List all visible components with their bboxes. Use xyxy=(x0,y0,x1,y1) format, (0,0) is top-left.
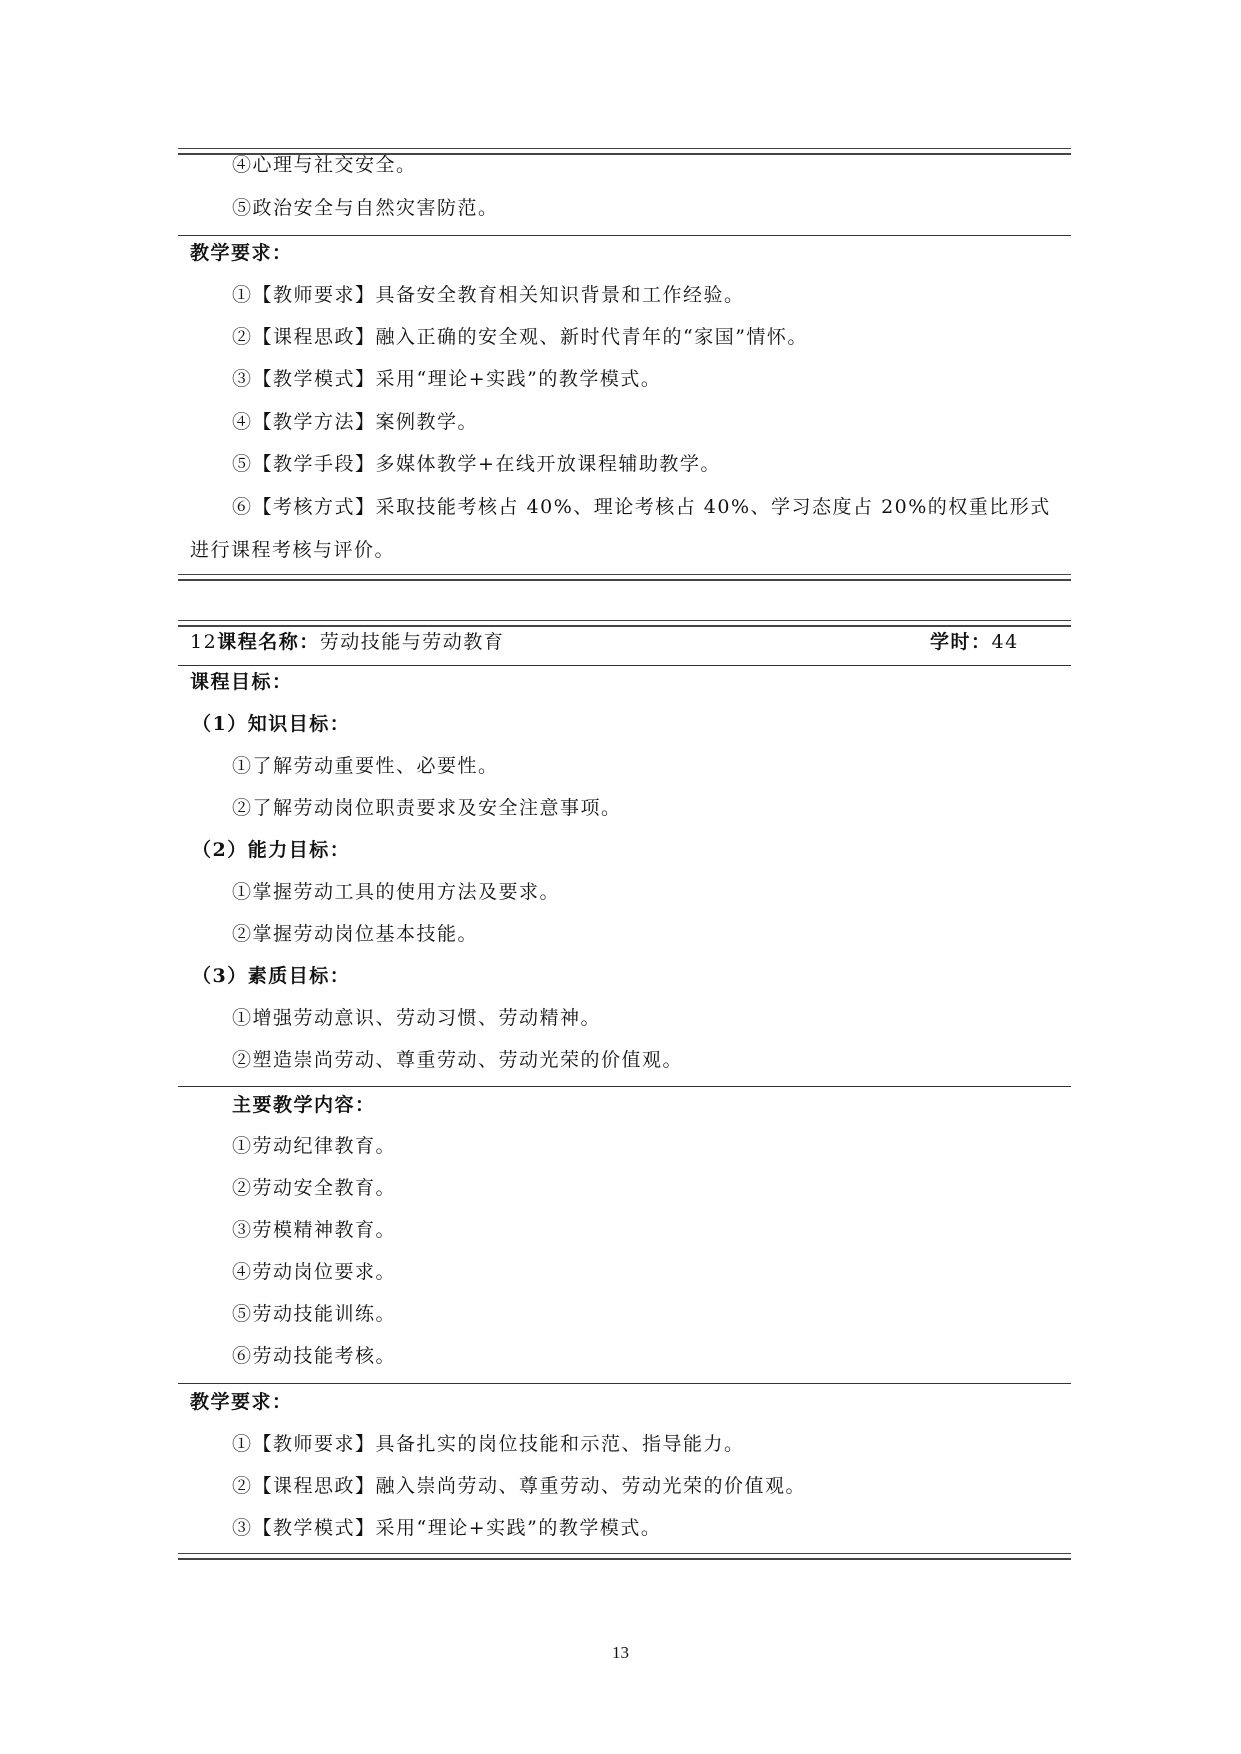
table-bottom-border xyxy=(178,574,1071,581)
objectives-heading: 课程目标： xyxy=(190,671,293,693)
quality-item: ①增强劳动意识、劳动习惯、劳动精神。 xyxy=(232,1007,602,1029)
page-number: 13 xyxy=(612,1643,629,1662)
requirement-item: ①【教师要求】具备扎实的岗位技能和示范、指导能力。 xyxy=(232,1433,745,1455)
content-item: ④劳动岗位要求。 xyxy=(232,1261,397,1283)
table-top-border xyxy=(178,620,1071,627)
content-item: ⑤政治安全与自然灾害防范。 xyxy=(232,197,499,219)
ability-item: ①掌握劳动工具的使用方法及要求。 xyxy=(232,881,561,903)
requirements-heading: 教学要求： xyxy=(190,1391,293,1413)
knowledge-item: ①了解劳动重要性、必要性。 xyxy=(232,755,499,777)
requirements-heading: 教学要求： xyxy=(190,242,293,264)
course-hours-value: 44 xyxy=(991,631,1019,653)
section-divider xyxy=(178,665,1071,666)
course-hours-label: 学时： xyxy=(930,631,992,653)
course-name-value: 劳动技能与劳动教育 xyxy=(319,631,505,653)
requirement-item: ④【教学方法】案例教学。 xyxy=(232,411,479,433)
knowledge-item: ②了解劳动岗位职责要求及安全注意事项。 xyxy=(232,797,622,819)
ability-item: ②掌握劳动岗位基本技能。 xyxy=(232,923,479,945)
requirement-item: ③【教学模式】采用“理论+实践”的教学模式。 xyxy=(232,1517,662,1539)
course-name-label: 课程名称： xyxy=(217,631,320,653)
requirement-item: ③【教学模式】采用“理论+实践”的教学模式。 xyxy=(232,368,662,390)
section-divider xyxy=(178,1383,1071,1384)
content-item: ④心理与社交安全。 xyxy=(232,154,417,176)
course-number: 12 xyxy=(190,631,218,653)
section-divider xyxy=(178,1086,1071,1087)
knowledge-heading: （1）知识目标： xyxy=(192,713,351,735)
requirement-item: ②【课程思政】融入崇尚劳动、尊重劳动、劳动光荣的价值观。 xyxy=(232,1475,807,1497)
course-title-row xyxy=(190,630,504,654)
content-item: ②劳动安全教育。 xyxy=(232,1177,397,1199)
requirement-item-continuation: 进行课程考核与评价。 xyxy=(190,539,396,561)
content-item: ①劳动纪律教育。 xyxy=(232,1135,397,1157)
ability-heading: （2）能力目标： xyxy=(192,839,351,861)
content-heading: 主要教学内容： xyxy=(232,1094,376,1116)
requirement-item: ②【课程思政】融入正确的安全观、新时代青年的“家国”情怀。 xyxy=(232,326,808,348)
table-bottom-border xyxy=(178,1553,1071,1560)
requirement-item: ⑤【教学手段】多媒体教学+在线开放课程辅助教学。 xyxy=(232,453,721,475)
content-item: ⑥劳动技能考核。 xyxy=(232,1345,397,1367)
content-item: ⑤劳动技能训练。 xyxy=(232,1303,397,1325)
course-hours xyxy=(930,630,1019,654)
requirement-item: ①【教师要求】具备安全教育相关知识背景和工作经验。 xyxy=(232,284,745,306)
section-divider xyxy=(178,235,1071,236)
quality-heading: （3）素质目标： xyxy=(192,965,351,987)
content-item: ③劳模精神教育。 xyxy=(232,1219,397,1241)
requirement-item: ⑥【考核方式】采取技能考核占 40%、理论考核占 40%、学习态度占 20%的权重比形式 xyxy=(232,496,1051,518)
quality-item: ②塑造崇尚劳动、尊重劳动、劳动光荣的价值观。 xyxy=(232,1049,684,1071)
